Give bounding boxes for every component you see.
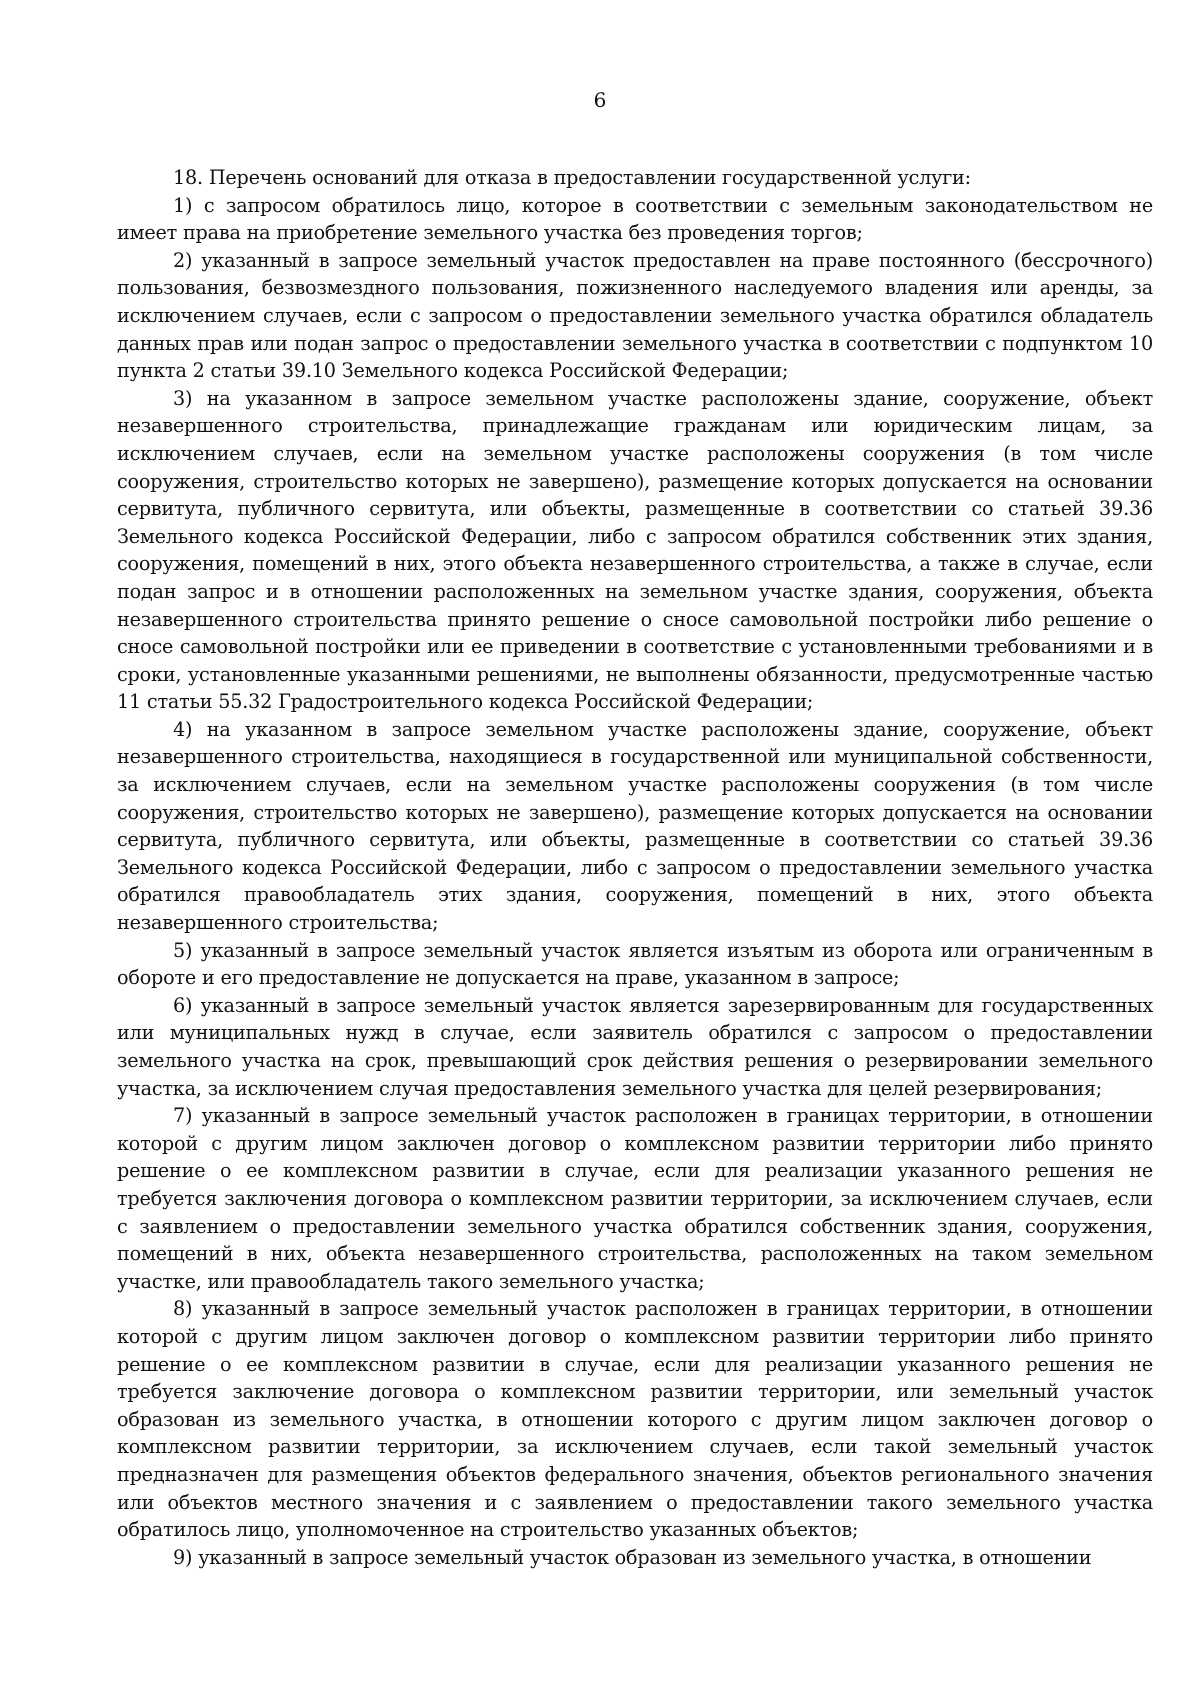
paragraph-item-6: 6) указанный в запросе земельный участок является зарезервированным для государственных или муниципальных нужд в случае, если заявитель обратился с запросом о предоставлении земельного участка на срок, превышающий срок действия решения о резервировании земельного участка, за исключением случая предоставления земельного участка для целей резервирования; (117, 993, 1153, 1100)
paragraph-item-2: 2) указанный в запросе земельный участок предоставлен на праве постоянного (бессрочного) пользования, безвозмездного пользования, пожизненного наследуемого владения или аренды, за исключением случаев, если с запросом о предоставлении земельного участка обратился обладатель данных прав или подан запрос о предоставлении земельного участка в соответствии с подпунктом 10 пункта 2 статьи 39.10 Земельного кодекса Российской Федерации; (117, 248, 1153, 383)
paragraph-heading-18: 18. Перечень оснований для отказа в предоставлении государственной услуги: (173, 166, 971, 189)
paragraph-item-8: 8) указанный в запросе земельный участок расположен в границах территории, в отношении которой с другим лицом заключен договор о комплексном развитии территории либо принято решение о ее комплексном развитии в случае, если для реализации указанного решения не требуется заключение договора о комплексном развитии территории, или земельный участок образован из земельного участка, в отношении которого с другим лицом заключен договор о комплексном развитии территории, за исключением случаев, если такой земельный участок предназначен для размещения объектов федерального значения, объектов регионального значения или объектов местного значения и с заявлением о предоставлении такого земельного участка обратилось лицо, уполномоченное на строительство указанных объектов; (117, 1297, 1153, 1542)
paragraph-item-7: 7) указанный в запросе земельный участок расположен в границах территории, в отношении которой с другим лицом заключен договор о комплексном развитии территории либо принято решение о ее комплексном развитии в случае, если для реализации указанного решения не требуется заключения договора о комплексном развитии территории, за исключением случаев, если с заявлением о предоставлении земельного участка обратился собственник здания, сооружения, помещений в них, объекта незавершенного строительства, расположенных на таком земельном участке, или правообладатель такого земельного участка; (117, 1104, 1153, 1293)
document-body (117, 164, 1153, 1571)
page-number: 6 (593, 88, 607, 112)
paragraph-item-5: 5) указанный в запросе земельный участок является изъятым из оборота или ограниченным в обороте и его предоставление не допускается на праве, указанном в запросе; (117, 938, 1153, 990)
paragraph-item-9: 9) указанный в запросе земельный участок образован из земельного участка, в отношении (173, 1545, 1092, 1569)
paragraph-item-4: 4) на указанном в запросе земельном участке расположены здание, сооружение, объект незавершенного строительства, находящиеся в государственной или муниципальной собственности, за исключением случаев, если на земельном участке расположены сооружения (в том числе сооружения, строительство которых не завершено), размещение которых допускается на основании сервитута, публичного сервитута, или объекты, размещенные в соответствии со статьей 39.36 Земельного кодекса Российской Федерации, либо с запросом о предоставлении земельного участка обратился правообладатель этих здания, сооружения, помещений в них, этого объекта незавершенного строительства; (117, 717, 1153, 935)
paragraph-item-1: 1) с запросом обратилось лицо, которое в соответствии с земельным законодательством не имеет права на приобретение земельного участка без проведения торгов; (117, 193, 1153, 245)
paragraph-item-3: 3) на указанном в запросе земельном участке расположены здание, сооружение, объект незавершенного строительства, принадлежащие гражданам или юридическим лицам, за исключением случаев, если на земельном участке расположены сооружения (в том числе сооружения, строительство которых не завершено), размещение которых допускается на основании сервитута, публичного сервитута, или объекты, размещенные в соответствии со статьей 39.36 Земельного кодекса Российской Федерации, либо с запросом обратился собственник этих здания, сооружения, помещений в них, этого объекта незавершенного строительства, а также в случае, если подан запрос и в отношении расположенных на земельном участке здания, сооружения, объекта незавершенного строительства принято решение о сносе самовольной постройки либо решение о сносе самовольной постройки или ее приведении в соответствие с установленными требованиями и в сроки, установленные указанными решениями, не выполнены обязанности, предусмотренные частью 11 статьи 55.32 Градостроительного кодекса Российской Федерации; (117, 386, 1153, 714)
